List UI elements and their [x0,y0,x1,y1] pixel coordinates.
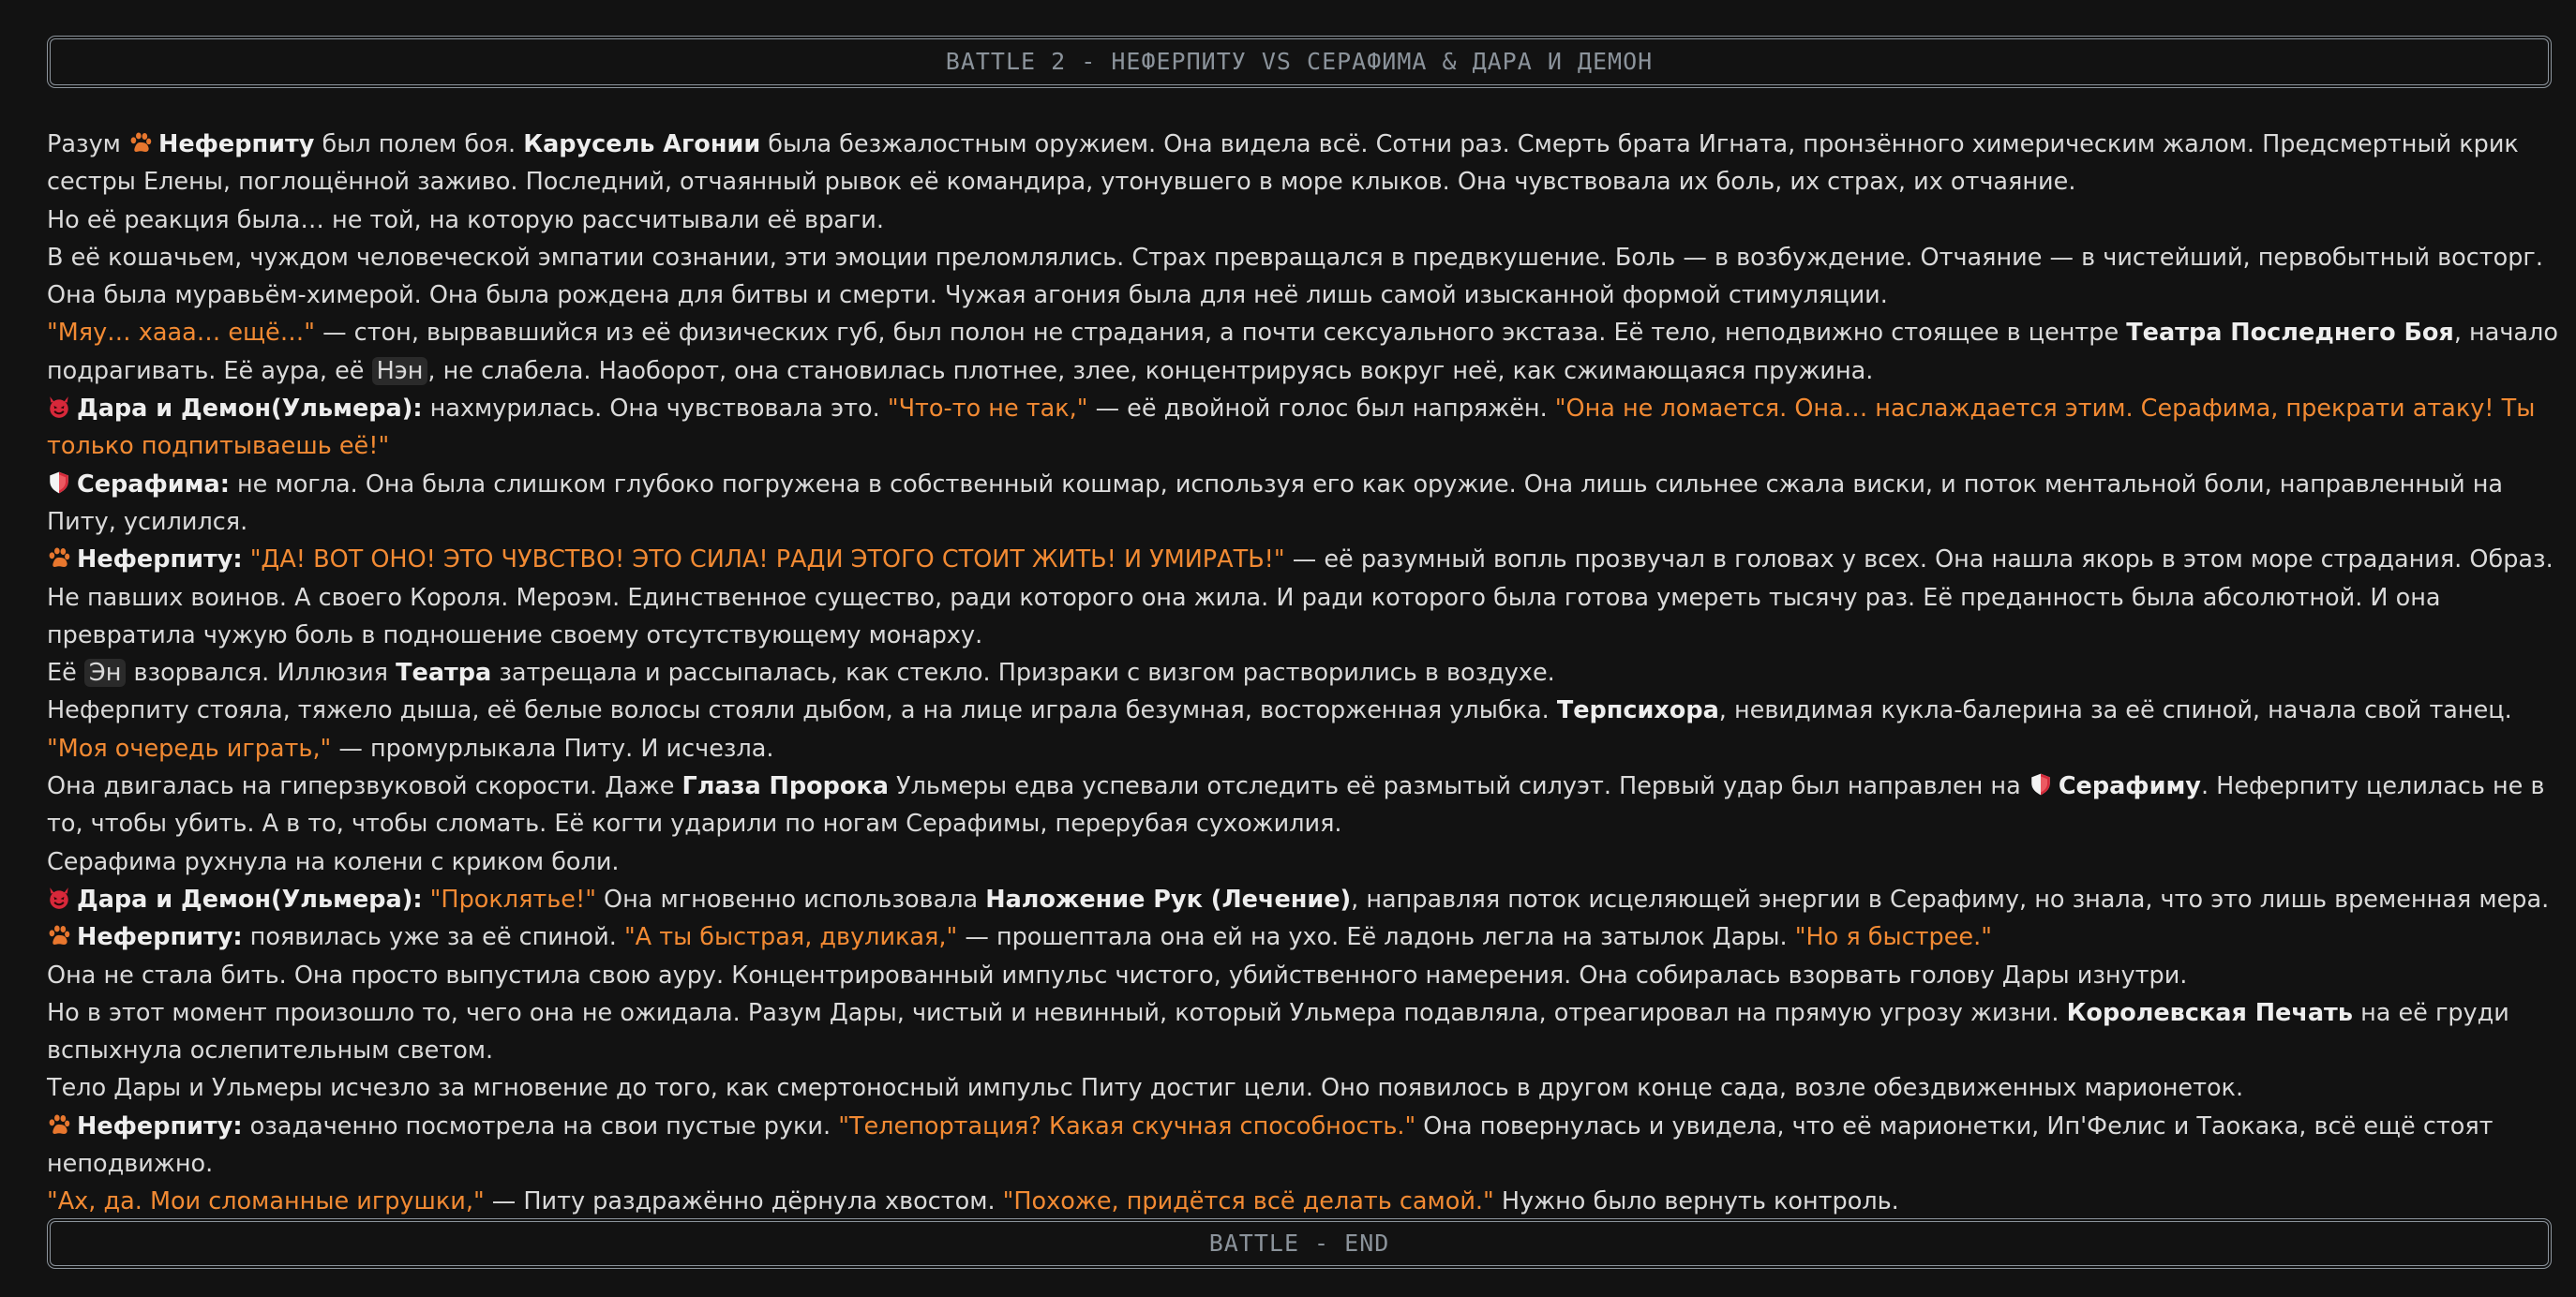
story-text [47,126,2559,1221]
paw-icon [47,1112,71,1137]
speech-quote: "Она не ломается. Она… наслаждается этим. Серафима, прекрати атаку! Ты только подпитываешь её!" [47,395,2536,461]
speech-quote: "Что-то не так," [887,395,1088,424]
paw-icon [128,130,153,155]
paragraph-4: "Мяу… хааа… ещё…" — стон, вырвавшийся из её физических губ, был полон не страдания, а почти сексуального экстаза. Её тело, неподвижно стоящее в центре Театра Последнего Боя, начало подрагивать. Её аура, её Нэн , не слабела. Наоборот, она становилась плотнее, злее, концентрируясь вокруг неё, как сжимающаяся пружина. [47,319,2558,385]
character-name-neferpitou: Неферпиту [158,130,315,158]
speech-quote: "Телепортация? Какая скучная способность." [838,1111,1416,1140]
speech-quote: "Моя очередь играть," [47,734,332,763]
shield-icon [2029,772,2053,797]
paragraph-19: "Ах, да. Мои сломанные игрушки," — Питу раздражённо дёрнула хвостом. "Похоже, придётся всё делать самой." Нужно было вернуть контроль. [47,1187,1899,1216]
paragraph-6: Серафима: не могла. Она была слишком глубоко погружена в собственный кошмар, используя его как оружие. Она лишь сильнее сжала виски, и поток ментальной боли, направленный на Питу, усилился. [47,470,2504,536]
paw-icon [47,545,71,570]
character-name-serafima: Серафиму [2058,772,2201,801]
ability-name: Терпсихора [1556,696,1719,725]
ability-name: Глаза Пророка [681,772,889,801]
character-name-dara: Дара и Демон(Ульмера): [77,395,423,424]
nen-term: Нэн [372,357,428,385]
character-name-serafima: Серафима: [77,470,230,499]
location-name: Театра Последнего Боя [2126,319,2454,348]
ability-name: Наложение Рук (Лечение) [985,885,1352,914]
shield-icon [47,470,71,495]
character-name-neferpitou: Неферпиту: [77,923,243,952]
paragraph-10: "Моя очередь играть," — промурлыкала Питу. И исчезла. [47,734,774,763]
speech-quote: "Ах, да. Мои сломанные игрушки," [47,1187,485,1216]
speech-quote: "ДА! ВОТ ОНО! ЭТО ЧУВСТВО! ЭТО СИЛА! РАДИ ЭТОГО СТОИТ ЖИТЬ! И УМИРАТЬ!" [249,545,1285,574]
paragraph-18: Неферпиту: озадаченно посмотрела на свои пустые руки. "Телепортация? Какая скучная способность." Она повернулась и увидела, что её марионетки, Ип'Фелис и Таокака, всё ещё стоят неподвижно. [47,1111,2494,1179]
character-name-dara: Дара и Демон(Ульмера): [77,885,423,914]
en-term: Эн [84,659,126,687]
paragraph-17: Тело Дары и Ульмеры исчезло за мгновение до того, как смертоносный импульс Питу достиг цели. Оно появилось в другом конце сада, возле обездвиженных марионеток. [47,1074,2244,1103]
devil-face-icon [47,395,71,419]
paragraph-1: Разум Неферпиту был полем боя. Карусель Агонии была безжалостным оружием. Она видела всё. Сотни раз. Смерть брата Игната, пронзённого химерическим жалом. Предсмертный крик сестры Елены, поглощённой заживо. Последний, отчаянный рывок её командира, утонувшего в море клыков. Она чувствовала их боль, их страх, их отчаяние. [47,130,2519,197]
paragraph-2: Но её реакция была… не той, на которую рассчитывали её враги. [47,205,884,234]
paragraph-13: Дара и Демон(Ульмера): "Проклятье!" Она мгновенно использовала Наложение Рук (Лечение), направляя поток исцеляющей энергии в Серафиму, но знала, что это лишь временная мера. [47,881,2559,918]
paragraph-3: В её кошачьем, чуждом человеческой эмпатии сознании, эти эмоции преломлялись. Страх превращался в предвкушение. Боль — в возбуждение. Отчаяние — в чистейший, первобытный восторг. Она была муравьём-химерой. Она была рождена для битвы и смерти. Чужая агония была для неё лишь самой изысканной формой стимуляции. [47,243,2543,310]
paragraph-16: Но в этот момент произошло то, чего она не ожидала. Разум Дары, чистый и невинный, который Ульмера подавляла, отреагировал на прямую угрозу жизни. Королевская Печать на её груди вспыхнула ослепительным светом. [47,998,2509,1066]
battle-end-banner: BATTLE - END [47,1218,2552,1269]
paragraph-14: Неферпиту: появилась уже за её спиной. "А ты быстрая, двуликая," — прошептала она ей на ухо. Её ладонь легла на затылок Дары. "Но я быстрее." [47,918,2559,956]
paragraph-9: Неферпиту стояла, тяжело дыша, её белые волосы стояли дыбом, а на лице играла безумная, восторженная улыбка. Терпсихора, невидимая кукла-балерина за её спиной, начала свой танец. [47,696,2512,725]
paragraph-15: Она не стала бить. Она просто выпустила свою ауру. Концентрированный импульс чистого, убийственного намерения. Она собиралась взорвать голову Дары изнутри. [47,961,2188,990]
paragraph-11: Она двигалась на гиперзвуковой скорости. Даже Глаза Пророка Ульмеры едва успевали отследить её размытый силуэт. Первый удар был направлен на Серафиму. Неферпиту целилась не в то, чтобы убить. А в то, чтобы сломать. Её когти ударили по ногам Серафимы, перерубая сухожилия. [47,772,2545,839]
paragraph-12: Серафима рухнула на колени с криком боли. [47,847,620,876]
battle-start-banner: BATTLE 2 - НЕФЕРПИТУ VS СЕРАФИМА & ДАРА И ДЕМОН [47,36,2552,88]
paragraph-5: Дара и Демон(Ульмера): нахмурилась. Она чувствовала это. "Что-то не так," — её двойной голос был напряжён. "Она не ломается. Она… наслаждается этим. Серафима, прекрати атаку! Ты только подпитываешь её!" [47,395,2536,461]
paragraph-7: Неферпиту: "ДА! ВОТ ОНО! ЭТО ЧУВСТВО! ЭТО СИЛА! РАДИ ЭТОГО СТОИТ ЖИТЬ! И УМИРАТЬ!" — её разумный вопль прозвучал в головах у всех. Она нашла якорь в этом море страдания. Образ. Не павших воинов. А своего Короля. Мероэм. Единственное существо, ради которого она жила. И ради которого была готова умереть тысячу раз. Её преданность была абсолютной. И она превратила чужую боль в подношение своему отсутствующему монарху. [47,545,2554,649]
speech-quote: "Похоже, придётся всё делать самой." [1002,1187,1494,1216]
ability-name: Королевская Печать [2066,998,2353,1027]
character-name-neferpitou: Неферпиту: [77,545,243,574]
character-name-neferpitou: Неферпиту: [77,1111,243,1140]
paragraph-8: Её Эн взорвался. Иллюзия Театра затрещала и рассыпалась, как стекло. Призраки с визгом растворились в воздухе. [47,659,1555,688]
devil-face-icon [47,886,71,910]
speech-quote: "Мяу… хааа… ещё…" [47,319,315,348]
speech-quote: "Проклятье!" [429,885,596,914]
ability-name: Карусель Агонии [523,130,761,158]
paw-icon [47,923,71,947]
speech-quote: "А ты быстрая, двуликая," [623,923,958,952]
speech-quote: "Но я быстрее." [1794,923,1992,952]
location-name: Театра [396,659,492,688]
